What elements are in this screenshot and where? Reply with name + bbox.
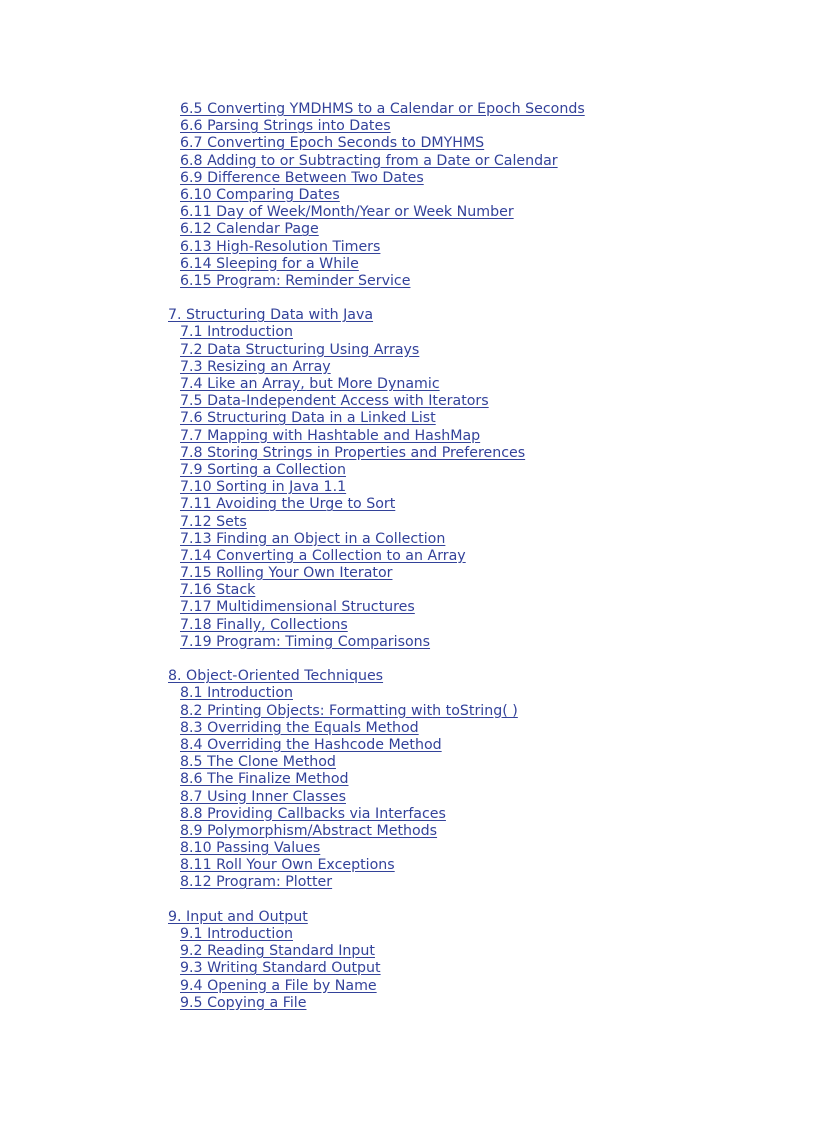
toc-entry (168, 995, 585, 1012)
toc-entry (168, 393, 585, 410)
toc-entry (168, 101, 585, 118)
toc-entry (168, 118, 585, 135)
toc-entry-link[interactable]: 8.7 Using Inner Classes (180, 788, 346, 805)
toc-entry (168, 582, 585, 599)
chapter-link[interactable]: 8. Object-Oriented Techniques (168, 668, 384, 685)
chapter-link[interactable]: 9. Input and Output (168, 908, 308, 925)
toc-entry (168, 874, 585, 891)
toc-entry-link[interactable]: 6.11 Day of Week/Month/Year or Week Number (180, 204, 514, 221)
toc-entry (168, 324, 585, 341)
toc-entry-link[interactable]: 9.2 Reading Standard Input (180, 943, 375, 960)
toc-entry (168, 479, 585, 496)
toc-entry-link[interactable]: 7.9 Sorting a Collection (180, 461, 346, 478)
toc-entry-link[interactable]: 6.13 High-Resolution Timers (180, 238, 381, 255)
toc-entry-link[interactable]: 8.11 Roll Your Own Exceptions (180, 857, 395, 874)
toc-section (168, 307, 585, 651)
toc-entry-link[interactable]: 8.5 The Clone Method (180, 754, 336, 771)
toc-entry-link[interactable]: 7.17 Multidimensional Structures (180, 599, 415, 616)
toc-entry-link[interactable]: 7.13 Finding an Object in a Collection (180, 530, 446, 547)
toc-entry-link[interactable]: 6.8 Adding to or Subtracting from a Date or Calendar (180, 152, 558, 169)
toc-entry-link[interactable]: 6.12 Calendar Page (180, 221, 319, 238)
toc-entry (168, 445, 585, 462)
toc-entry (168, 221, 585, 238)
toc-entry (168, 960, 585, 977)
toc-entry-link[interactable]: 7.7 Mapping with Hashtable and HashMap (180, 427, 481, 444)
toc-entry (168, 943, 585, 960)
toc-entry-link[interactable]: 8.12 Program: Plotter (180, 874, 333, 891)
toc-entry (168, 617, 585, 634)
toc-entry-link[interactable]: 6.9 Difference Between Two Dates (180, 169, 424, 186)
toc-entry-link[interactable]: 7.12 Sets (180, 513, 247, 530)
toc-entry-link[interactable]: 7.3 Resizing an Array (180, 358, 331, 375)
toc-entry (168, 978, 585, 995)
toc-entry-link[interactable]: 6.15 Program: Reminder Service (180, 272, 411, 289)
toc-entry (168, 789, 585, 806)
toc-section (168, 101, 585, 290)
toc-entry-link[interactable]: 8.1 Introduction (180, 685, 293, 702)
toc-entry-link[interactable]: 9.4 Opening a File by Name (180, 977, 377, 994)
toc-section (168, 909, 585, 1012)
toc-entry (168, 531, 585, 548)
toc-entry-link[interactable]: 8.3 Overriding the Equals Method (180, 719, 419, 736)
toc-entry-link[interactable]: 7.8 Storing Strings in Properties and Preferences (180, 444, 526, 461)
toc-entry (168, 634, 585, 651)
toc-entry (168, 428, 585, 445)
toc-entry-link[interactable]: 7.16 Stack (180, 582, 256, 599)
toc-entry (168, 565, 585, 582)
toc-entry (168, 737, 585, 754)
chapter-heading-line (168, 668, 585, 685)
toc-entry (168, 153, 585, 170)
toc-entry-link[interactable]: 8.9 Polymorphism/Abstract Methods (180, 822, 438, 839)
toc-entry (168, 496, 585, 513)
toc-entry-link[interactable]: 6.5 Converting YMDHMS to a Calendar or Epoch Seconds (180, 101, 585, 117)
toc-entry-link[interactable]: 6.14 Sleeping for a While (180, 255, 359, 272)
toc-entry-link[interactable]: 8.4 Overriding the Hashcode Method (180, 736, 442, 753)
chapter-heading-line (168, 909, 585, 926)
toc-entry-link[interactable]: 7.19 Program: Timing Comparisons (180, 633, 431, 650)
toc-entry-link[interactable]: 9.5 Copying a File (180, 994, 307, 1011)
toc-entry-link[interactable]: 9.3 Writing Standard Output (180, 960, 381, 977)
toc-entry (168, 273, 585, 290)
toc-entry-link[interactable]: 7.14 Converting a Collection to an Array (180, 547, 466, 564)
toc-entry (168, 256, 585, 273)
toc-entry-link[interactable]: 8.10 Passing Values (180, 840, 321, 857)
chapter-heading-line (168, 307, 585, 324)
toc-entry (168, 204, 585, 221)
toc-entry (168, 376, 585, 393)
toc-entry (168, 806, 585, 823)
toc-entry (168, 187, 585, 204)
toc-entry (168, 239, 585, 256)
toc-entry (168, 703, 585, 720)
toc-entry (168, 840, 585, 857)
toc-entry-link[interactable]: 7.11 Avoiding the Urge to Sort (180, 496, 396, 513)
toc-entry (168, 754, 585, 771)
toc-entry (168, 514, 585, 531)
toc-entry (168, 462, 585, 479)
toc-entry (168, 548, 585, 565)
toc-entry (168, 771, 585, 788)
table-of-contents (168, 101, 585, 1012)
toc-entry (168, 599, 585, 616)
toc-entry (168, 857, 585, 874)
toc-entry-link[interactable]: 7.6 Structuring Data in a Linked List (180, 410, 436, 427)
toc-entry (168, 342, 585, 359)
toc-entry (168, 926, 585, 943)
chapter-link[interactable]: 7. Structuring Data with Java (168, 307, 374, 324)
toc-entry-link[interactable]: 8.6 The Finalize Method (180, 771, 349, 788)
toc-entry-link[interactable]: 7.2 Data Structuring Using Arrays (180, 341, 420, 358)
toc-entry-link[interactable]: 6.7 Converting Epoch Seconds to DMYHMS (180, 135, 485, 152)
toc-entry (168, 135, 585, 152)
toc-entry-link[interactable]: 7.18 Finally, Collections (180, 616, 348, 633)
toc-entry-link[interactable]: 6.6 Parsing Strings into Dates (180, 118, 391, 135)
toc-entry (168, 823, 585, 840)
toc-entry (168, 720, 585, 737)
toc-entry-link[interactable]: 7.4 Like an Array, but More Dynamic (180, 376, 440, 392)
toc-section (168, 668, 585, 891)
toc-entry-link[interactable]: 7.15 Rolling Your Own Iterator (180, 565, 393, 582)
toc-entry-link[interactable]: 8.8 Providing Callbacks via Interfaces (180, 805, 446, 822)
toc-entry-link[interactable]: 7.1 Introduction (180, 324, 293, 341)
toc-entry-link[interactable]: 6.10 Comparing Dates (180, 186, 340, 203)
toc-entry-link[interactable]: 9.1 Introduction (180, 926, 293, 942)
toc-entry (168, 685, 585, 702)
toc-entry (168, 410, 585, 427)
toc-entry (168, 170, 585, 187)
toc-entry (168, 359, 585, 376)
toc-entry-link[interactable]: 7.10 Sorting in Java 1.1 (180, 479, 347, 496)
toc-entry-link[interactable]: 8.2 Printing Objects: Formatting with toString( ) (180, 702, 518, 719)
toc-entry-link[interactable]: 7.5 Data-Independent Access with Iterators (180, 393, 489, 410)
